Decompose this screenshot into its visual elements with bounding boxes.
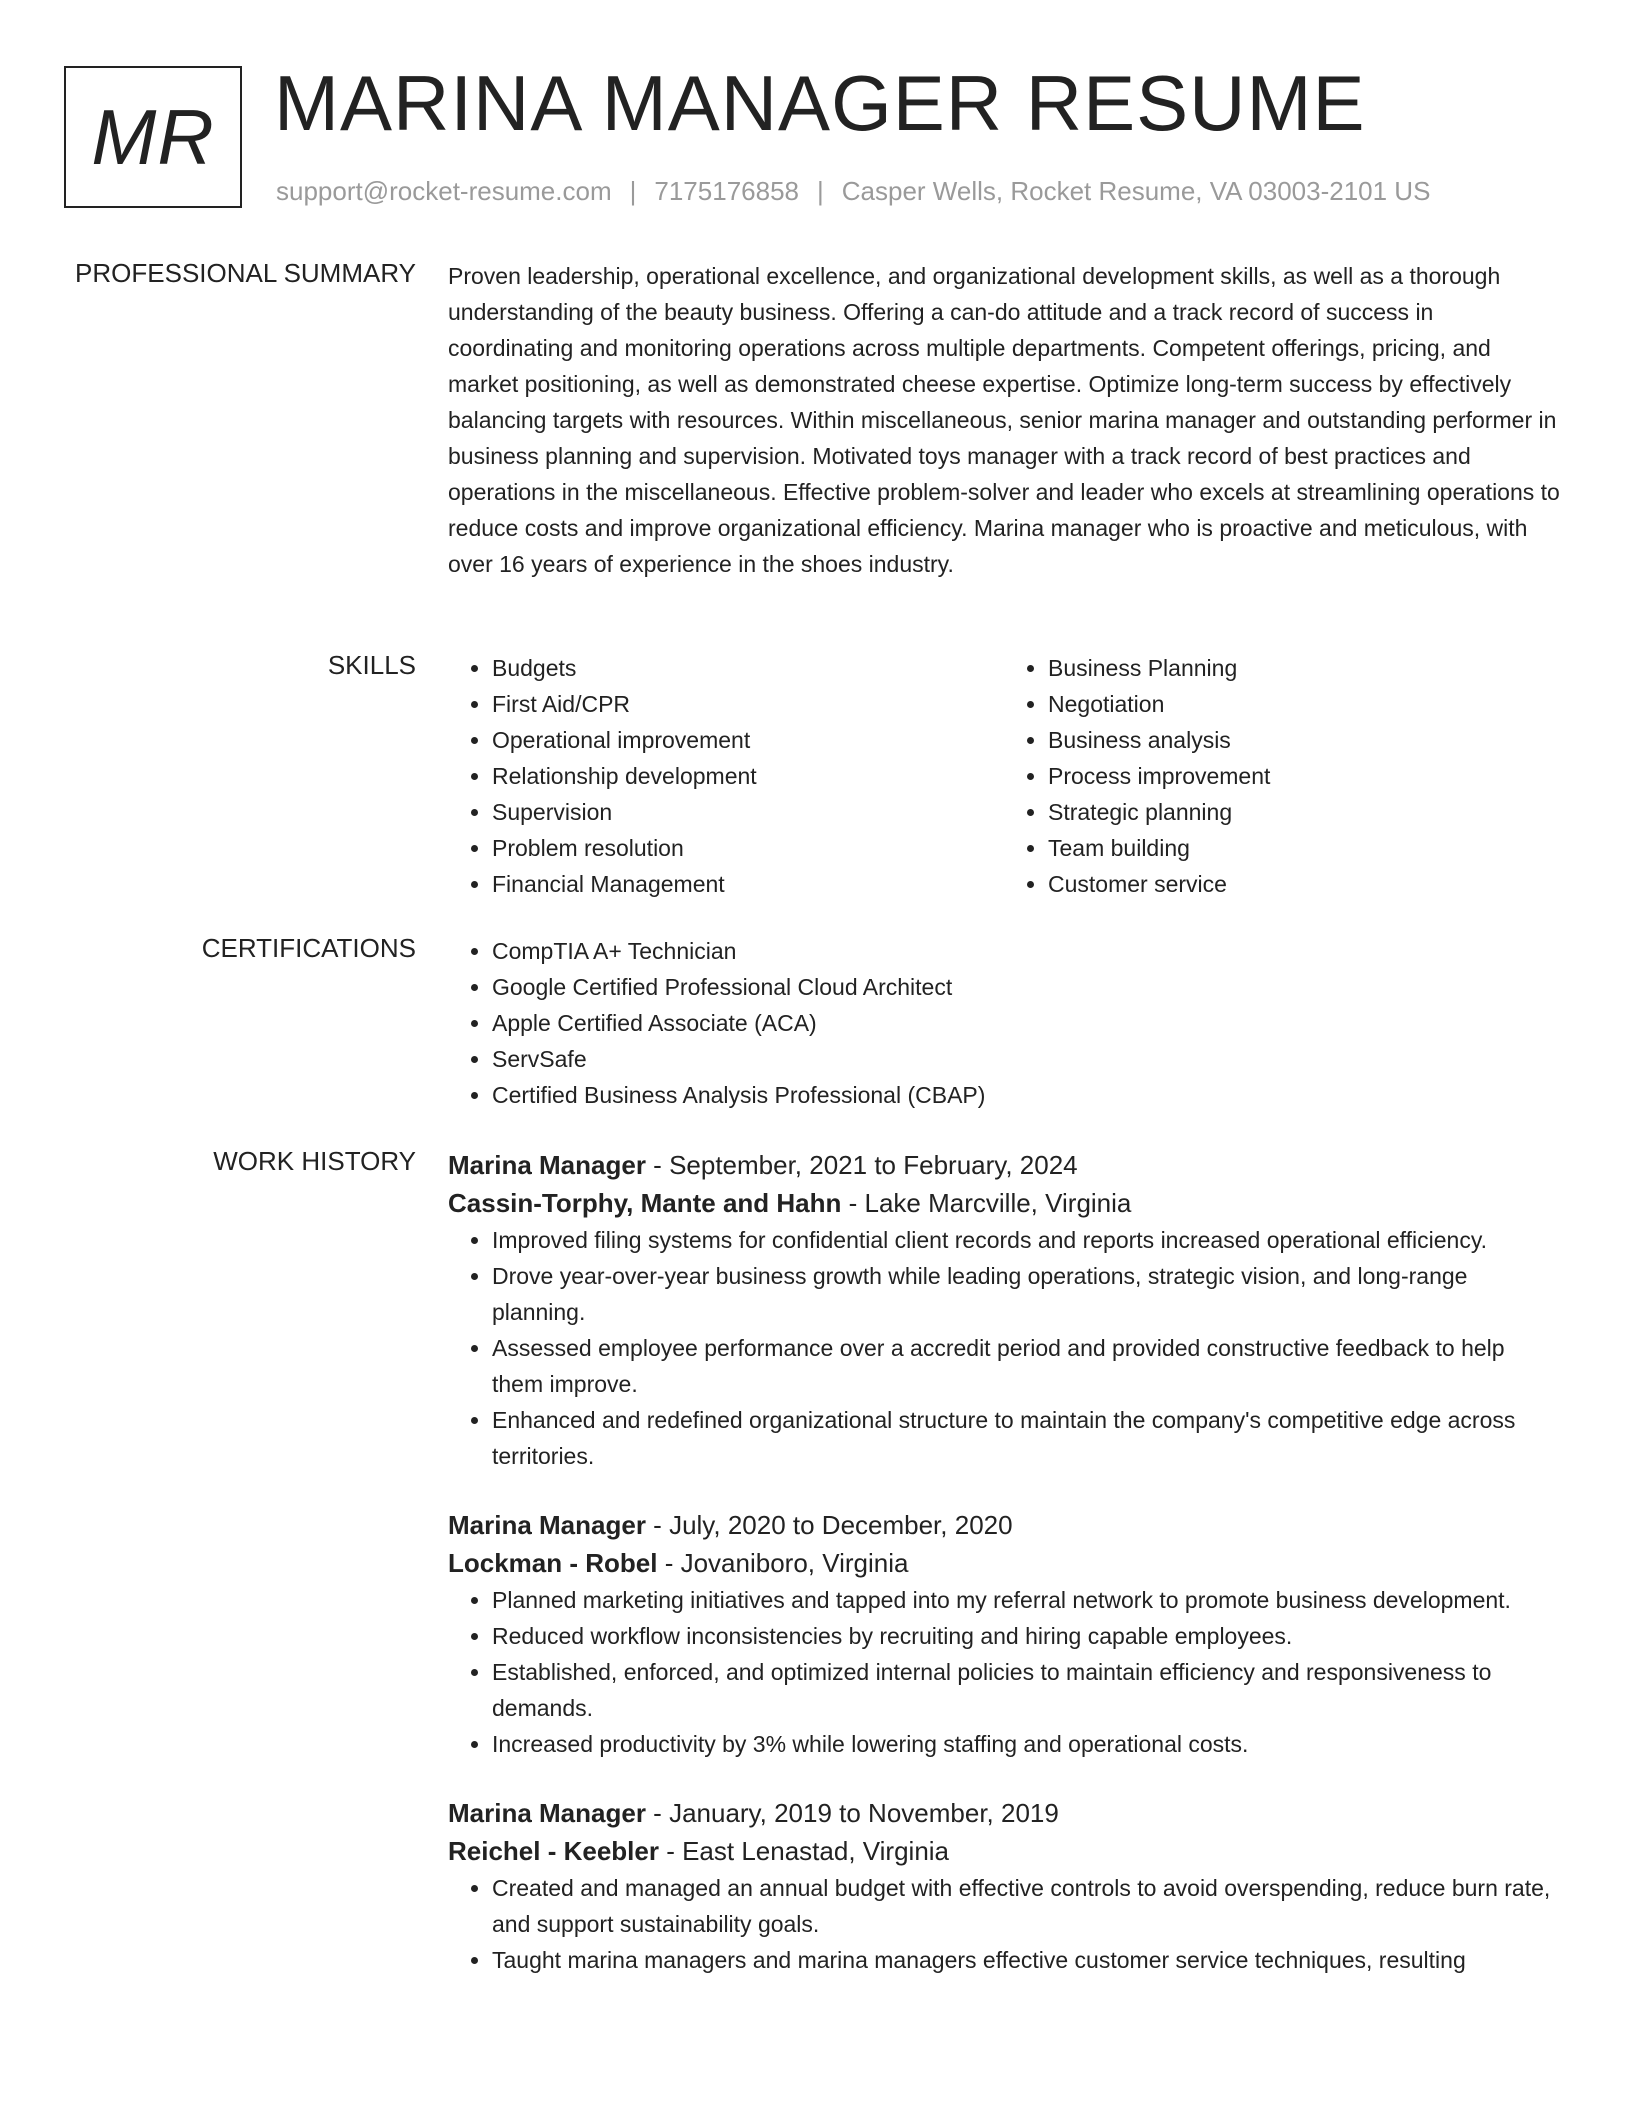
job-bullet: • Taught marina managers and marina managers effective customer service techniques, resulting	[492, 1942, 1560, 1978]
job-title-line: Marina Manager - January, 2019 to November, 2019	[448, 1798, 1059, 1828]
skill-item: • Negotiation	[1048, 686, 1560, 722]
skill-item: • Strategic planning	[1048, 794, 1560, 830]
certification-item: • Apple Certified Associate (ACA)	[492, 1005, 1560, 1041]
certification-item: • ServSafe	[492, 1041, 1560, 1077]
job-dates: September, 2021 to February, 2024	[669, 1150, 1078, 1180]
job-company: Lockman - Robel	[448, 1548, 658, 1578]
certifications-list	[448, 933, 1560, 1113]
job-bullet: • Established, enforced, and optimized internal policies to maintain efficiency and responsiveness to demands.	[492, 1654, 1560, 1726]
contact-email: support@rocket-resume.com	[276, 176, 612, 206]
job-title-line: Marina Manager - July, 2020 to December, 2020	[448, 1510, 1013, 1540]
job-bullet: • Enhanced and redefined organizational structure to maintain the company's competitive edge across territories.	[492, 1402, 1560, 1474]
contact-address: Casper Wells, Rocket Resume, VA 03003-2101 US	[841, 176, 1431, 206]
skill-item: • Process improvement	[1048, 758, 1560, 794]
job-title: Marina Manager	[448, 1150, 646, 1180]
job-location: East Lenastad, Virginia	[682, 1836, 950, 1866]
job-dates: July, 2020 to December, 2020	[669, 1510, 1013, 1540]
job-bullet: • Increased productivity by 3% while lowering staffing and operational costs.	[492, 1726, 1560, 1762]
skill-item: • Budgets	[492, 650, 1004, 686]
job-bullet: • Created and managed an annual budget with effective controls to avoid overspending, reduce burn rate, and support sustainability goals.	[492, 1870, 1560, 1942]
job-bullet: • Reduced workflow inconsistencies by recruiting and hiring capable employees.	[492, 1618, 1560, 1654]
skills-list-left	[448, 650, 1004, 902]
certification-item: • CompTIA A+ Technician	[492, 933, 1560, 969]
skill-item: • Problem resolution	[492, 830, 1004, 866]
skills-list-right	[1004, 650, 1560, 902]
resume-title: MARINA MANAGER RESUME	[274, 59, 1366, 147]
section-label: PROFESSIONAL SUMMARY	[75, 258, 416, 288]
certification-item: • Google Certified Professional Cloud Architect	[492, 969, 1560, 1005]
skill-item: • Operational improvement	[492, 722, 1004, 758]
job-dates: January, 2019 to November, 2019	[669, 1798, 1059, 1828]
job-company-line: Lockman - Robel - Jovaniboro, Virginia	[448, 1548, 909, 1578]
contact-phone: 7175176858	[654, 176, 799, 206]
job-entry	[448, 1506, 1560, 1762]
job-bullet: • Improved filing systems for confidential client records and reports increased operational efficiency.	[492, 1222, 1560, 1258]
job-title-line: Marina Manager - September, 2021 to February, 2024	[448, 1150, 1078, 1180]
section-label: SKILLS	[327, 650, 416, 680]
job-company: Cassin-Torphy, Mante and Hahn	[448, 1188, 842, 1218]
job-company-line: Reichel - Keebler - East Lenastad, Virginia	[448, 1836, 950, 1866]
job-company: Reichel - Keebler	[448, 1836, 659, 1866]
job-location: Lake Marcville, Virginia	[864, 1188, 1132, 1218]
job-entry	[448, 1146, 1560, 1474]
job-location: Jovaniboro, Virginia	[680, 1548, 909, 1578]
job-bullet: • Planned marketing initiatives and tapped into my referral network to promote business development.	[492, 1582, 1560, 1618]
job-title: Marina Manager	[448, 1798, 646, 1828]
skill-item: • Customer service	[1048, 866, 1560, 902]
section-label: WORK HISTORY	[213, 1146, 416, 1176]
skill-item: • Business analysis	[1048, 722, 1560, 758]
monogram-logo: MR	[64, 66, 242, 208]
job-title: Marina Manager	[448, 1510, 646, 1540]
skill-item: • Financial Management	[492, 866, 1004, 902]
job-bullets	[448, 1582, 1560, 1762]
certification-item: • Certified Business Analysis Professional (CBAP)	[492, 1077, 1560, 1113]
job-bullet: • Drove year-over-year business growth while leading operations, strategic vision, and long-range planning.	[492, 1258, 1560, 1330]
section-label: CERTIFICATIONS	[201, 933, 416, 963]
contact-line	[276, 176, 1430, 207]
job-bullets	[448, 1870, 1560, 1978]
job-entry	[448, 1794, 1560, 1978]
summary-text: Proven leadership, operational excellence, and organizational development skills, as well as a thorough understanding of the beauty business. Offering a can-do attitude and a track record of success in coordinating and monitoring operations across multiple departments. Competent offerings, pricing, and market positioning, as well as demonstrated cheese expertise. Optimize long-term success by effectively balancing targets with resources. Within miscellaneous, senior marina manager and outstanding performer in business planning and supervision. Motivated toys manager with a track record of best practices and operations in the miscellaneous. Effective problem-solver and leader who excels at streamlining operations to reduce costs and improve organizational efficiency. Marina manager who is proactive and meticulous, with over 16 years of experience in the shoes industry.	[448, 263, 1560, 577]
skill-item: • Business Planning	[1048, 650, 1560, 686]
contact-separator: |	[817, 176, 824, 206]
skill-item: • Relationship development	[492, 758, 1004, 794]
job-bullet: • Assessed employee performance over a accredit period and provided constructive feedback to help them improve.	[492, 1330, 1560, 1402]
job-company-line: Cassin-Torphy, Mante and Hahn - Lake Marcville, Virginia	[448, 1188, 1132, 1218]
job-bullets	[448, 1222, 1560, 1474]
contact-separator: |	[629, 176, 637, 206]
skill-item: • Team building	[1048, 830, 1560, 866]
skill-item: • First Aid/CPR	[492, 686, 1004, 722]
skill-item: • Supervision	[492, 794, 1004, 830]
